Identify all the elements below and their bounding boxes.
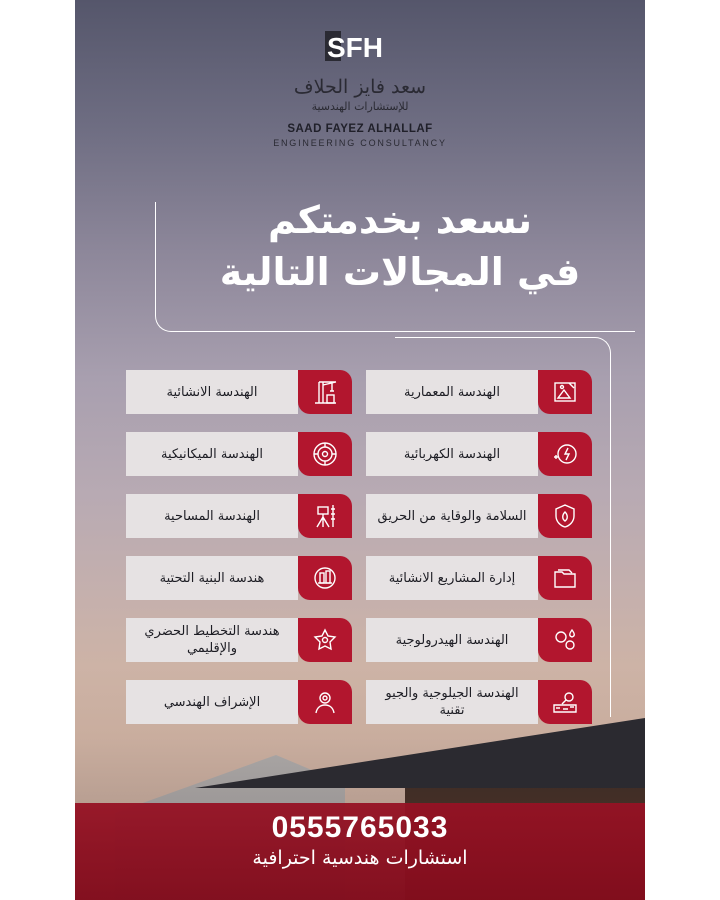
service-mechanical (126, 432, 352, 476)
surveying-icon (298, 494, 352, 538)
supervision-icon (298, 680, 352, 724)
service-label: الهندسة الميكانيكية (126, 432, 298, 476)
service-urban-planning (126, 618, 352, 662)
poster (75, 0, 645, 900)
service-label: الهندسة المساحية (126, 494, 298, 538)
service-geotechnical (366, 680, 592, 724)
folder-icon (538, 556, 592, 600)
service-label: الهندسة المعمارية (366, 370, 538, 414)
logo-subtitle-ar: للإستشارات الهندسية (311, 100, 409, 113)
contact-bar (75, 803, 645, 900)
urban-planning-icon (298, 618, 352, 662)
service-infrastructure (126, 556, 352, 600)
water-gears-icon (538, 618, 592, 662)
service-label: السلامة والوقاية من الحريق (366, 494, 538, 538)
headline-line-1: نسعد بخدمتكم (267, 198, 533, 242)
tagline: استشارات هندسية احترافية (252, 847, 468, 869)
electric-plug-icon (538, 432, 592, 476)
service-architecture (366, 370, 592, 414)
service-label: الهندسة الجيلوجية والجيو تقنية (366, 680, 538, 724)
geology-icon (538, 680, 592, 724)
service-fire-safety (366, 494, 592, 538)
fire-safety-icon (538, 494, 592, 538)
service-label: الهندسة الهيدرولوجية (366, 618, 538, 662)
service-label: الهندسة الانشائية (126, 370, 298, 414)
infrastructure-icon (298, 556, 352, 600)
building-roof (195, 718, 645, 788)
service-structural (126, 370, 352, 414)
service-project-management (366, 556, 592, 600)
service-label: الإشراف الهندسي (126, 680, 298, 724)
gear-wheel-icon (298, 432, 352, 476)
architecture-icon (538, 370, 592, 414)
company-logo (75, 26, 645, 148)
service-label: إدارة المشاريع الانشائية (366, 556, 538, 600)
logo-name-en: SAAD FAYEZ ALHALLAF (287, 123, 433, 135)
service-supervision (126, 680, 352, 724)
service-label: هندسة البنية التحتية (126, 556, 298, 600)
headline-line-2: في المجالات التالية (219, 250, 581, 294)
crane-icon (298, 370, 352, 414)
service-label: الهندسة الكهربائية (366, 432, 538, 476)
service-surveying (126, 494, 352, 538)
phone-number[interactable]: 0555765033 (271, 811, 449, 844)
service-electrical (366, 432, 592, 476)
service-label: هندسة التخطيط الحضري والإقليمي (126, 618, 298, 662)
logo-mark-text: SFH (327, 32, 383, 63)
logo-mark-icon (75, 26, 645, 66)
logo-name-ar: سعد فايز الحلاف (293, 76, 427, 98)
service-hydrology (366, 618, 592, 662)
logo-subtitle-en: ENGINEERING CONSULTANCY (273, 138, 447, 148)
